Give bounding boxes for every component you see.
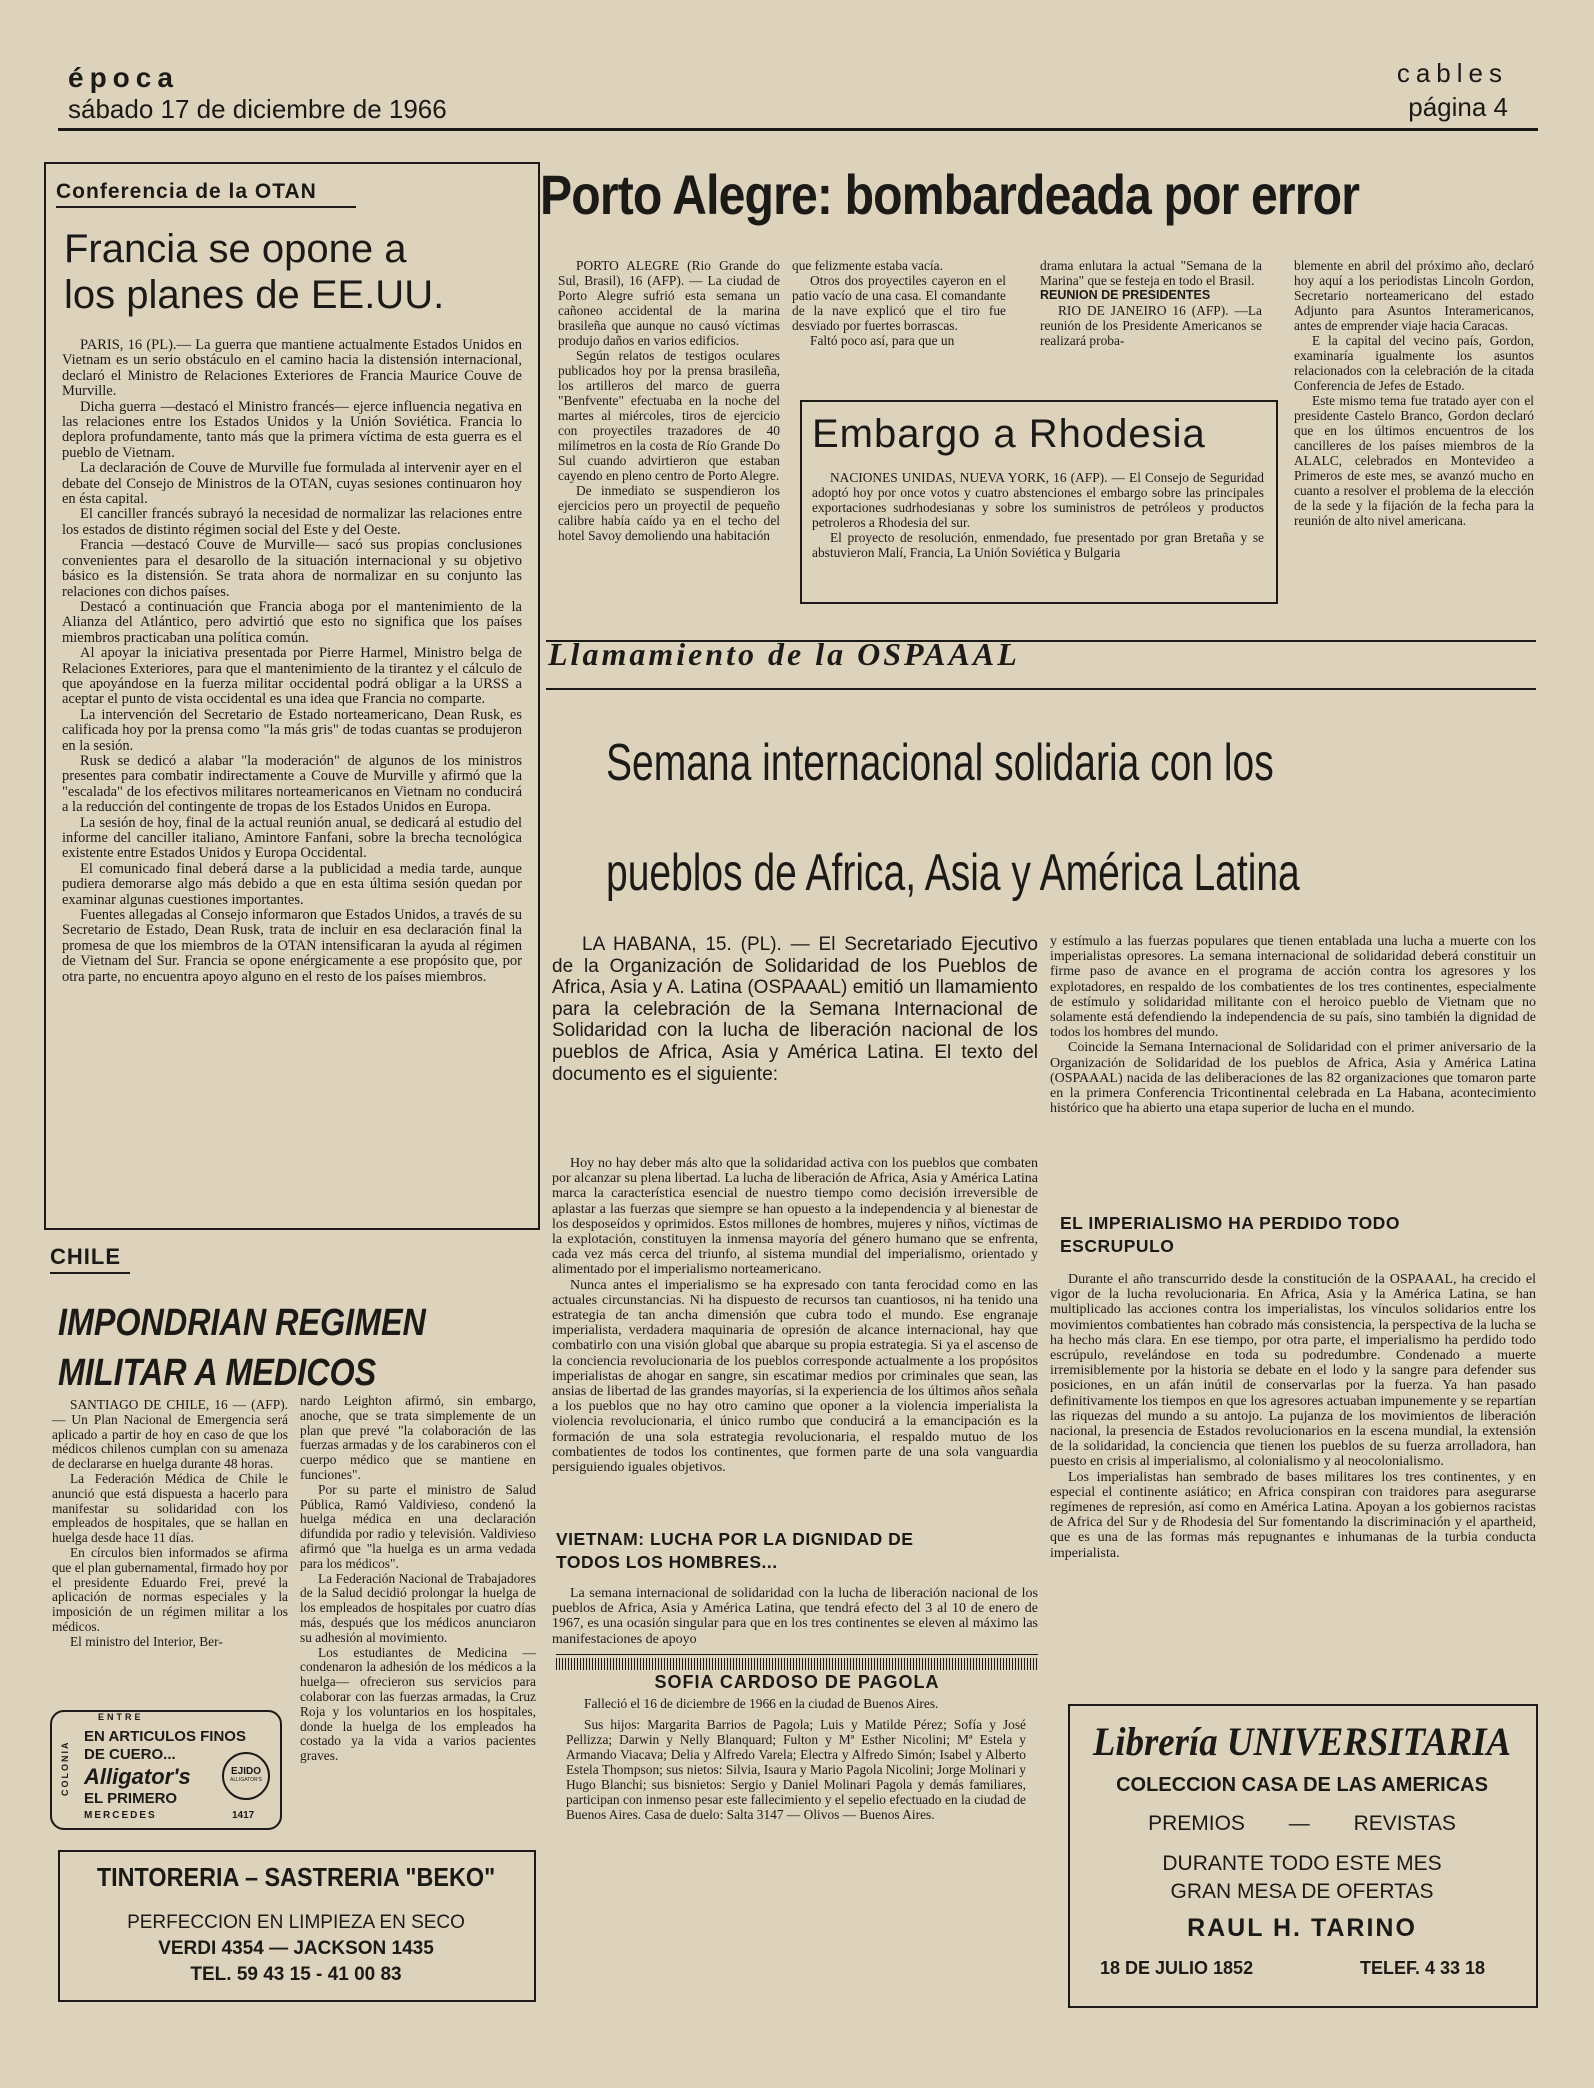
porto-col-1 xyxy=(558,258,780,543)
alligator-line-1: EN ARTICULOS FINOS xyxy=(84,1728,246,1745)
otan-paragraph: La intervención del Secretario de Estado norteamericano, Dean Rusk, es calificada hoy por la prensa como "la más gris" de todas cuantas se produjeron en la sesión. xyxy=(62,706,522,754)
otan-paragraph: Francia —destacó Couve de Murville— sacó sus propias conclusiones convenientes para el desarollo de la situación internacional y su objetivo básico es la distensión. Se trata ahora de normalizar en su conjunto las relaciones con dichos países. xyxy=(62,537,522,600)
masthead-date: sábado 17 de diciembre de 1966 xyxy=(68,94,447,124)
ospaal-paragraph: Coincide la Semana Internacional de Solidaridad con el primer aniversario de la Organización de Solidaridad de los pueblos de Africa, Asia y América Latina (OSPAAAL) nacida de las deliberaciones de las 82 organizaciones que tomaron parte en la primera Conferencia Tricontinental celebrada en La Habana, acontecimiento histórico que ha abierto una etapa superior de lucha en el mundo. xyxy=(1050,1040,1536,1117)
libreria-line-4: GRAN MESA DE OFERTAS xyxy=(1170,1880,1434,1903)
chile-paragraph: nardo Leighton afirmó, sin embargo, anoche, que se trata simplemente de un plan que prevé "la colaboración de las fuerzas armadas y de los carabineros con el cuerpo médico que se mantiene en funciones". xyxy=(300,1393,536,1482)
alligator-badge-small: ALLIGATOR'S xyxy=(230,1777,262,1783)
ospaal-paragraph: La semana internacional de solidaridad con la lucha de liberación nacional de los pueblos de Africa, Asia y América Latina, que tendrá efecto del 3 al 10 de enero de 1967, es una ocasión singular para que en los tres continentes se eleven al máximo las manifestaciones de apoyo xyxy=(552,1586,1038,1647)
otan-paragraph: Dicha guerra —destacó el Ministro francés— ejerce influencia negativa en las relaciones entre los Estados Unidos y la Unión Soviética. Francia lo deplora profundamente, tanto más que la primera víctima de esta guerra es el pueblo de Vietnam. xyxy=(62,398,522,461)
otan-headline-1: Francia se opone a xyxy=(64,227,407,271)
alligator-badge-text: EJIDO xyxy=(230,1766,261,1777)
beko-line-1: PERFECCION EN LIMPIEZA EN SECO xyxy=(127,1912,465,1933)
otan-paragraph: Al apoyar la iniciativa presentada por Pierre Harmel, Ministro belga de Relaciones Exteriores, para que el mantenimiento de la tirantez y el cálculo de que apoyándose en la fuerza militar occidental podrá obligar a la URSS a aceptar el punto de vista occidental es una idea que Francia no comparte. xyxy=(62,645,522,708)
libreria-line-5: RAUL H. TARINO xyxy=(1187,1914,1417,1942)
alligator-brand: Alligator's xyxy=(84,1764,191,1789)
ospaal-paragraph: Los imperialistas han sembrado de bases militares los tres continentes, y en especial el continente asiático; en Africa conspiran con traidores para asegurarse regímenes de represión, así como en América Latina. Apoyan a los gobiernos racistas de Africa del Sur y de Rhodesia del Sur fomentando la discriminación y el apartheid, que es una de las formas más repugnantes e inhumanas de la turbia conducta imperialista. xyxy=(1050,1469,1536,1561)
porto-paragraph: PORTO ALEGRE (Rio Grande do Sul, Brasil), 16 (AFP). — La ciudad de Porto Alegre sufrió esta semana un cañoneo accidental de la marina brasileña que aunque no causó víctimas produjo daños en varios edificios. xyxy=(558,258,780,348)
porto-paragraph: que felizmente estaba vacía. xyxy=(792,258,943,273)
obituary-line-1: Falleció el 16 de diciembre de 1966 en la ciudad de Buenos Aires. xyxy=(584,1696,939,1711)
obituary-body xyxy=(566,1696,1026,1822)
otan-paragraph: El canciller francés subrayó la necesidad de normalizar las relaciones entre los estados de distinto régimen social del Este y del Oeste. xyxy=(62,506,522,538)
ospaal-headline-1: Semana internacional solidaria con los xyxy=(606,734,1274,792)
ospaal-lead: LA HABANA, 15. (PL). — El Secretariado Ejecutivo de la Organización de Solidaridad de los Pueblos de Africa, Asia y A. Latina (OSPAAAL) emitió un llamamiento para la celebración de la Semana Internacional de Solidaridad con la lucha de liberación nacional de los pueblos de Africa, Asia y América Latina. El texto del documento es el siguiente: xyxy=(552,934,1038,1085)
chile-paragraph: La Federación Nacional de Trabajadores de la Salud decidió prolongar la huelga de los empleados de hospitales por cuatro días más, después que los médicos anunciaron su adhesión al movimiento. xyxy=(300,1570,536,1645)
porto-paragraph: RIO DE JANEIRO 16 (AFP). —La reunión de los Presidente Americanos se realizará proba- xyxy=(1040,303,1262,348)
rhodesia-body xyxy=(812,470,1264,560)
beko-line-2: VERDI 4354 — JACKSON 1435 xyxy=(158,1938,434,1959)
chile-paragraph: SANTIAGO DE CHILE, 16 — (AFP). — Un Plan Nacional de Emergencia será aplicado a partir de hoy en caso de que los médicos chilenos cumplan con su amenaza de declararse en huelga durante 48 horas. xyxy=(52,1397,288,1472)
ospaal-paragraph: y estímulo a las fuerzas populares que tienen entablada una lucha a muerte con los imperialistas opresores. La semana internacional de solidaridad deberá constituir un firme paso de avance en el programa de acción contra los agresores y los explotadores, en respaldo de los combatientes de los tres continentes, especialmente de estímulo y solidaridad militante con el heroico pueblo de Vietnam que no solamente está defendiendo la independencia de su país, sino también la dignidad de todos los hombres del mundo. xyxy=(1050,934,1536,1041)
libreria-phone: TELEF. 4 33 18 xyxy=(1360,1958,1486,1978)
alligator-side-left: COLONIA xyxy=(60,1740,70,1796)
masthead-section: cables xyxy=(1396,58,1508,88)
libreria-line-1: COLECCION CASA DE LAS AMERICAS xyxy=(1116,1774,1488,1796)
masthead-rule xyxy=(58,128,1538,131)
porto-paragraph: blemente en abril del próximo año, declaró hoy aquí a los periodistas Lincoln Gordon, Secretario norteamericano del estado Adjunto para Asuntos Interamericanos, antes de emprender viaje hacia Caracas. xyxy=(1294,258,1534,333)
libreria-title: Librería UNIVERSITARIA xyxy=(1092,1719,1512,1764)
chile-paragraph: En círculos bien informados se afirma que el plan gubernamental, firmado hoy por el presidente Eduardo Frei, prevé la aplicación de normas especiales y la imposición de un régimen militar a los médicos. xyxy=(52,1544,288,1634)
porto-paragraph: De inmediato se suspendieron los ejercicios pero un proyectil de pequeño calibre había caído ya en el techo del hotel Savoy demoliendo una habitación xyxy=(558,483,780,543)
porto-col-2 xyxy=(792,258,1006,348)
ospaal-subhead-vietnam: VIETNAM: LUCHA POR LA DIGNIDAD DE TODOS LOS HOMBRES... xyxy=(556,1529,914,1572)
chile-headline-1: IMPONDRIAN REGIMEN xyxy=(58,1302,426,1344)
chile-col-1 xyxy=(52,1398,288,1650)
chile-paragraph: Los estudiantes de Medicina — condenaron la adhesión de los médicos a la huelga— ofrecieron sus servicios para colaborar con las fuerzas armadas, la Cruz Roja y los voluntarios en los hospitales, donde la huelga de los empleados ha costado ya la vida a varios pacientes graves. xyxy=(300,1644,536,1764)
porto-paragraph: Este mismo tema fue tratado ayer con el presidente Castelo Branco, Gordon declaró que en los últimos encuentros de los cancilleres de los países miembros de la ALALC, celebrados en Montevideo a Primeros de este mes, se avanzó mucho en cuanto a resolver el problema de la elección de la sede y la fijación de la fecha para la reunión de alto nivel americana. xyxy=(1294,393,1534,528)
ospaal-headline-2: pueblos de Africa, Asia y América Latina xyxy=(606,844,1300,902)
libreria-premios: PREMIOS xyxy=(1148,1812,1245,1835)
porto-col-3 xyxy=(1040,258,1262,348)
ospaal-col-1-b xyxy=(552,1586,1038,1647)
alligator-line-2: DE CUERO... xyxy=(84,1746,176,1763)
beko-title: TINTORERIA – SASTRERIA "BEKO" xyxy=(96,1862,496,1892)
porto-paragraph: drama enlutara la actual "Semana de la Marina" que se festeja en todo el Brasil. xyxy=(1040,258,1262,288)
ospaal-paragraph: Hoy no hay deber más alto que la solidaridad activa con los pueblos que combaten por alcanzar su plena libertad. La lucha de liberación de Africa, Asia y América Latina marca la característica esencial de nuestro tiempo como decisión irreversible de aplastar a las fuerzas que siempre se han opuesto a la independencia y al bienestar de los desposeídos y oprimidos. Estos millones de hombres, mujeres y niños, víctimas de la explotación, constituyen la inmensa mayoría del género humano que se enfrenta, cada vez más cerca del triunfo, al sistema mundial del imperialismo, orientado y alimentado por el imperialismo norteamericano. xyxy=(552,1156,1038,1278)
obituary-top-rule xyxy=(556,1654,1038,1655)
chile-paragraph: Por su parte el ministro de Salud Pública, Ramó Valdivieso, condenó la huelga médica en una declaración difundida por radio y televisión. Valdivieso afirmó que "la huelga es un arma vedada para los médicos". xyxy=(300,1481,536,1571)
chile-col-2 xyxy=(300,1394,536,1764)
chile-kicker: CHILE xyxy=(50,1244,121,1269)
rhodesia-headline: Embargo a Rhodesia xyxy=(812,412,1206,456)
alligator-side-bottom: MERCEDES xyxy=(84,1810,157,1821)
ospaal-col-2-b xyxy=(1050,1272,1536,1561)
obituary-name: SOFIA CARDOSO DE PAGOLA xyxy=(654,1672,940,1692)
ospaal-subhead-imperialismo: EL IMPERIALISMO HA PERDIDO TODO ESCRUPULO xyxy=(1060,1213,1400,1256)
otan-paragraph: La sesión de hoy, final de la actual reunión anual, se dedicará al estudio del informe del canciller italiano, Amintore Fanfani, sobre la brecha tecnológica existente entre Estados Unidos y Europa Occidental. xyxy=(62,814,522,862)
otan-headline-2: los planes de EE.UU. xyxy=(64,273,445,317)
alligator-side-top: ENTRE xyxy=(98,1712,144,1722)
rhodesia-paragraph: El proyecto de resolución, enmendado, fue presentado por gran Bretaña y se abstuvieron Malí, Francia, La Unión Soviética y Bulgaria xyxy=(812,530,1264,560)
ospaal-col-2 xyxy=(1050,934,1536,1116)
otan-kicker: Conferencia de la OTAN xyxy=(56,180,317,203)
libreria-line-3: DURANTE TODO ESTE MES xyxy=(1162,1852,1442,1875)
masthead-page: página 4 xyxy=(1408,92,1508,122)
ospaal-col-1 xyxy=(552,1156,1038,1475)
rhodesia-paragraph: NACIONES UNIDAS, NUEVA YORK, 16 (AFP). — El Consejo de Seguridad adoptó hoy por once votos y cuatro abstenciones el embargo sobre las principales exportaciones sudrhodesianas y sobre los suministros de petróleos y productos petroleros a Rhodesia del sur. xyxy=(812,470,1264,530)
porto-paragraph: Faltó poco así, para que un xyxy=(810,333,955,348)
porto-subhead: REUNION DE PRESIDENTES xyxy=(1040,288,1211,302)
obituary-text: Sus hijos: Margarita Barrios de Pagola; Luis y Matilde Pérez; Sofía y José Pellizza; Darwin y Nelly Blanquard; Fulton y Mª Esther Nicolini; Mª Estela y Armando Viacava; Delia y Alfredo Varela; Electra y Alfredo Simón; Isabel y Alberto Estela Thompson; sus nietos: Silvia, Isaura y Mario Pagola Nicolini; Jorge Molinari y Hugo Blanchi; sus bisnietos: Sergio y Daniel Molinari Pagola y demás familiares, participan con inmenso pesar este fallecimiento y el sepelio efectuado en la ciudad de Buenos Aires. Casa de duelo: Salta 3147 — Olivos — Buenos Aires. xyxy=(566,1717,1026,1822)
otan-paragraph: La declaración de Couve de Murville fue formulada al intervenir ayer en el debate del Consejo de Ministros de la OTAN, cuyas sesiones continuaron hoy en ésta capital. xyxy=(62,460,522,508)
libreria-address: 18 DE JULIO 1852 xyxy=(1100,1958,1254,1978)
libreria-revistas: REVISTAS xyxy=(1353,1812,1456,1835)
porto-paragraph: Según relatos de testigos oculares publicados hoy por la prensa brasileña, los artilleros del marco de guerra "Benfvente" efectuaba en la noche del martes al miércoles, tiros de ejercicio con proyectiles trazadores de 40 milímetros en la costa de Río Grande Do Sul cuando advirtieron que estaban cayendo en pleno centro de Porto Alegre. xyxy=(558,348,780,483)
porto-paragraph: Otros dos proyectiles cayeron en el patio vacío de una casa. El comandante de la nave explicó que el tiro fue desviado por fuertes borrascas. xyxy=(792,273,1006,333)
ospaal-paragraph: Durante el año transcurrido desde la constitución de la OSPAAAL, ha crecido el vigor de la lucha revolucionaria. En Africa, Asia y la América Latina, se han multiplicado las acciones contra los imperialistas, los vínculos solidarios entre los movimientos combatientes han cobrado más consistencia, la perspectiva de la lucha se ha hecho más clara. En ese tiempo, por otra parte, el imperialismo ha perdido todo escrúpulo, revelándose en toda su podredumbre. Condenado a muerte irremisiblemente por la historia se debate en el lodo y la sangre para defender sus posiciones, en un afán inútil de conservarlas por la fuerza. Ya han pasado definitivamente los tiempos en que los agresores actuaban impunemente y se repartían las riquezas del mundo a su antojo. La pujanza de los movimientos de liberación nacional, la presencia de Estados revolucionarios en la escena mundial, la extensión de la solidaridad, la conciencia que tienen los pueblos de su fuerza arrolladora, han puesto en crisis al imperialismo, al colonialismo y al neocolonialismo. xyxy=(1050,1272,1536,1470)
chile-kicker-rule xyxy=(50,1272,130,1274)
otan-body xyxy=(62,338,522,985)
chile-headline-2: MILITAR A MEDICOS xyxy=(58,1352,377,1394)
otan-paragraph: Fuentes allegadas al Consejo informaron que Estados Unidos, a través de su Secretario de Estado, Dean Rusk, trata de incluir en esa declaración final la promesa de que los miembros de la OTAN intensificaran la ayuda al régimen de Vietnam del Sur. Francia se opone enérgicamente a ese propósito que, por otra parte, no encuentra apoyo alguno en el resto de los países miembros. xyxy=(62,907,522,985)
ospaal-bottom-rule xyxy=(546,688,1536,690)
libreria-separator: — xyxy=(1288,1812,1310,1835)
otan-paragraph: El comunicado final deberá darse a la publicidad a media tarde, aunque pudiera demorarse algo más debido a que en esta última sesión quedan por examinar algunas cuestiones importantes. xyxy=(62,860,522,908)
otan-paragraph: Destacó a continuación que Francia aboga por el mantenimiento de la Alianza del Atlántico, pero advirtió que esto no significa que los países miembros practicaban una política común. xyxy=(62,598,522,646)
beko-line-3: TEL. 59 43 15 - 41 00 83 xyxy=(190,1964,402,1985)
porto-headline: Porto Alegre: bombardeada por error xyxy=(540,163,1360,226)
alligator-badge-icon xyxy=(222,1752,270,1800)
porto-col-4 xyxy=(1294,258,1534,528)
otan-paragraph: Rusk se dedicó a alabar "la moderación" de algunos de los ministros presentes para combatir indirectamente a Couve de Murville y afirmó que la "escalada" de los efectivos militares norteamericanos en Vietnam no conducirá a la reducción del contingente de tropas de los Estados Unidos en Europa. xyxy=(62,752,522,816)
chile-paragraph: El ministro del Interior, Ber- xyxy=(70,1633,223,1649)
obituary-hatch-bar xyxy=(556,1658,1038,1670)
ospaal-paragraph: Nunca antes el imperialismo se ha expresado con tanta ferocidad como en las actuales circunstancias. Ni ha dispuesto de recursos tan cuantiosos, ni ha tenido una estrategia de tan ancha dimensión que cubra todo el mundo. Ese engranaje imperialista, verdadera maquinaria de opresión de alcance internacional, hay que combatirlo con una visión global que abarque su propia estrategia. Si ya el ascenso de la conciencia revolucionaria de los pueblos corresponde actualmente a los propósitos imperialistas de ahogar en sangre, sin escatimar medios por criminales que sean, las ansias de libertad de las grandes mayorías, si la experiencia de los últimos años señala a los pueblos que no hay otro camino que oponer a la violencia imperialista la violencia revolucionaria, el único rumbo que conducirá a la emancipación es la formación de una sola estrategia revolucionaria, el respaldo mutuo de los combatientes de todos los continentes, que formen parte de una sola vanguardia persiguiendo iguales objetivos. xyxy=(552,1277,1038,1476)
chile-paragraph: La Federación Médica de Chile le anunció que está dispuesta a hacerlo para manifestar su solidaridad con los empleados de hospitales, que se hallan en huelga desde hace 11 días. xyxy=(52,1470,288,1546)
otan-kicker-rule xyxy=(56,206,356,208)
alligator-line-4: EL PRIMERO xyxy=(84,1790,178,1807)
otan-paragraph: PARIS, 16 (PL).— La guerra que mantiene actualmente Estados Unidos en Vietnam es un serio obstáculo en el camino hacia la distensión internacional, declaró el Ministro de Relaciones Exteriores de Francia Maurice Couve de Murville. xyxy=(62,337,522,400)
ospaal-kicker: Llamamiento de la OSPAAAL xyxy=(548,636,1020,672)
libreria-line-2 xyxy=(1068,1812,1536,1836)
masthead-paper: época xyxy=(68,62,179,93)
alligator-number: 1417 xyxy=(232,1810,255,1821)
porto-paragraph: E la capital del vecino país, Gordon, examinaría igualmente los asuntos relacionados con la celebración de la citada Conferencia de Jefes de Estado. xyxy=(1294,333,1534,393)
